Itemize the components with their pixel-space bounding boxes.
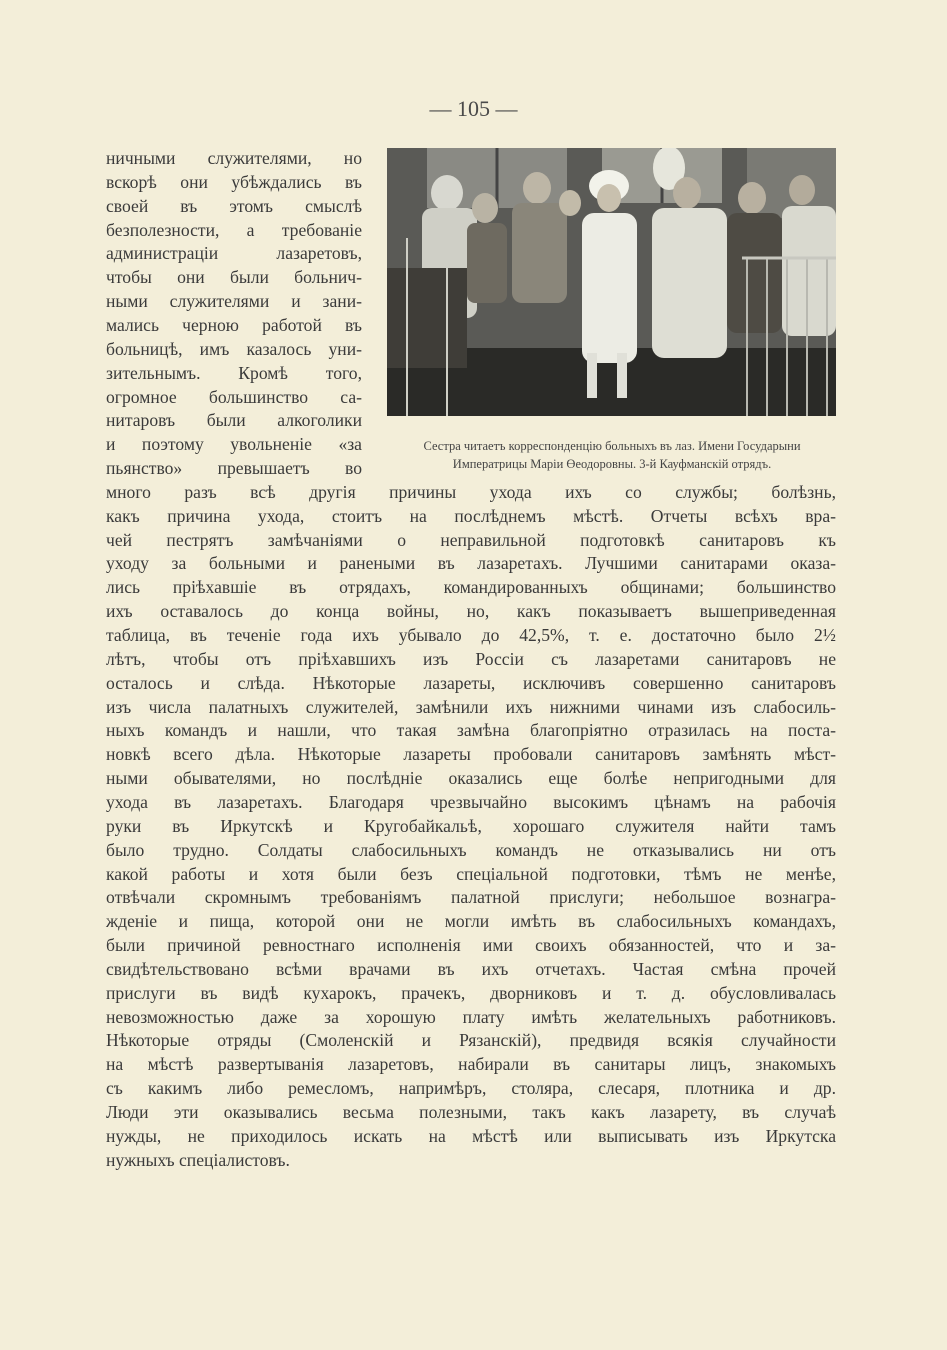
text-line: какъ причина ухода, стоитъ на послѣднемъ мѣстѣ. Отчеты всѣхъ вра- [106,505,836,526]
text-line: таблица, въ теченіе года ихъ убывало до 42,5%, т. е. достаточно было 2½ [106,625,836,645]
text-line: ными обывателями, но послѣдніе оказались еще болѣе непригодными для [106,768,836,789]
text-line: на мѣстѣ развертыванія лазаретовъ, набирали въ санитары лицъ, знакомыхъ [106,1054,836,1075]
text-line: своей въ этомъ смыслѣ [106,195,362,216]
text-line: администраціи лазаретовъ, [106,243,362,264]
text-line: ихъ оставалось до конца войны, но, какъ показываетъ вышеприведенная [106,601,836,622]
text-line: уходу за больными и ранеными въ лазаретахъ. Лучшими санитарами оказа- [106,553,836,574]
text-line: много разъ всѣ другія причины ухода ихъ со службы; болѣзнь, [106,481,836,502]
text-line: пьянство» превышаетъ во [106,458,362,479]
text-line: нужныхъ спеціалистовъ. [106,1149,290,1170]
text-line: были причиной ревностнаго исполненія ими своихъ обязанностей, что и за- [106,935,836,956]
photograph [387,148,836,416]
text-line: свидѣтельствовано всѣми врачами въ ихъ отчетахъ. Частая смѣна прочей [106,958,836,979]
text-line: какой работы и хотя были безъ спеціальной подготовки, тѣмъ не менѣе, [106,863,836,884]
text-line: больницѣ, имъ казалось уни- [106,338,362,359]
photograph-icon [387,148,836,416]
text-line: лѣтъ, чтобы отъ пріѣхавшихъ изъ Россіи съ лазаретами санитаровъ не [106,648,836,669]
text-line: новкѣ всего дѣла. Нѣкоторые лазареты пробовали санитаровъ замѣнять мѣст- [106,744,836,765]
photo-caption [386,437,838,473]
text-line: отвѣчали скромнымъ требованіямъ палатной прислуги; небольшое вознагра- [106,887,836,908]
caption-line: Императрицы Маріи Өеодоровны. 3-й Кауфманскій отрядъ. [452,457,772,471]
text-line: нитаровъ были алкоголики [106,410,362,431]
text-line: Нѣкоторые отряды (Смоленскій и Рязанскій), предвидя всякія случайности [106,1030,836,1051]
text-line: лись пріѣхавшіе въ отрядахъ, командированныхъ общинами; большинство [106,577,836,598]
text-line: осталось и слѣда. Нѣкоторые лазареты, исключивъ совершенно санитаровъ [106,672,836,693]
text-line: было трудно. Солдаты слабосильныхъ командъ не отказывались ни отъ [106,839,836,860]
text-line: ныхъ командъ и нашли, что такая замѣна благопріятно отразилась на поста- [106,720,836,741]
text-line: вскорѣ они убѣждались въ [106,171,362,192]
caption-line: Сестра читаетъ корреспонденцію больныхъ въ лаз. Имени Государыни [423,439,801,453]
text-line: мались черною работой въ [106,314,362,335]
text-line: нужды, не приходилось искать на мѣстѣ или выписывать изъ Иркутска [106,1125,836,1146]
text-line: невозможностью даже за хорошую плату имѣть желательныхъ работниковъ. [106,1006,836,1027]
text-line: ными служителями и зани- [106,291,362,312]
text-line: изъ числа палатныхъ служителей, замѣнили ихъ нижними чинами изъ слабосиль- [106,696,836,717]
text-line: ухода въ лазаретахъ. Благодаря чрезвычайно высокимъ цѣнамъ на рабочія [106,791,836,812]
page-number: — 105 — [429,96,518,121]
text-line: огромное большинство са- [106,386,362,407]
text-line: чей пестрятъ замѣчаніями о неправильной подготовкѣ санитаровъ къ [106,529,836,550]
text-line: жденіе и пища, которой они не могли имѣть въ слабосильныхъ командахъ, [106,911,836,932]
text-line: прислуги въ видѣ кухарокъ, прачекъ, дворниковъ и т. д. обусловливалась [106,982,836,1003]
text-line: чтобы они были больнич- [106,267,362,288]
text-line: безполезности, а требованіе [106,219,362,240]
text-line: съ какимъ либо ремесломъ, напримѣръ, столяра, слесаря, плотника и др. [106,1078,836,1099]
text-line: руки въ Иркутскѣ и Кругобайкальѣ, хорошаго служителя найти тамъ [106,815,836,836]
text-line: Люди эти оказывались весьма полезными, такъ какъ лазарету, въ случаѣ [106,1102,836,1122]
text-line: зительнымъ. Кромѣ того, [106,362,362,383]
text-line: ничными служителями, но [106,148,362,168]
text-line: и поэтому увольненіе «за [106,434,362,455]
